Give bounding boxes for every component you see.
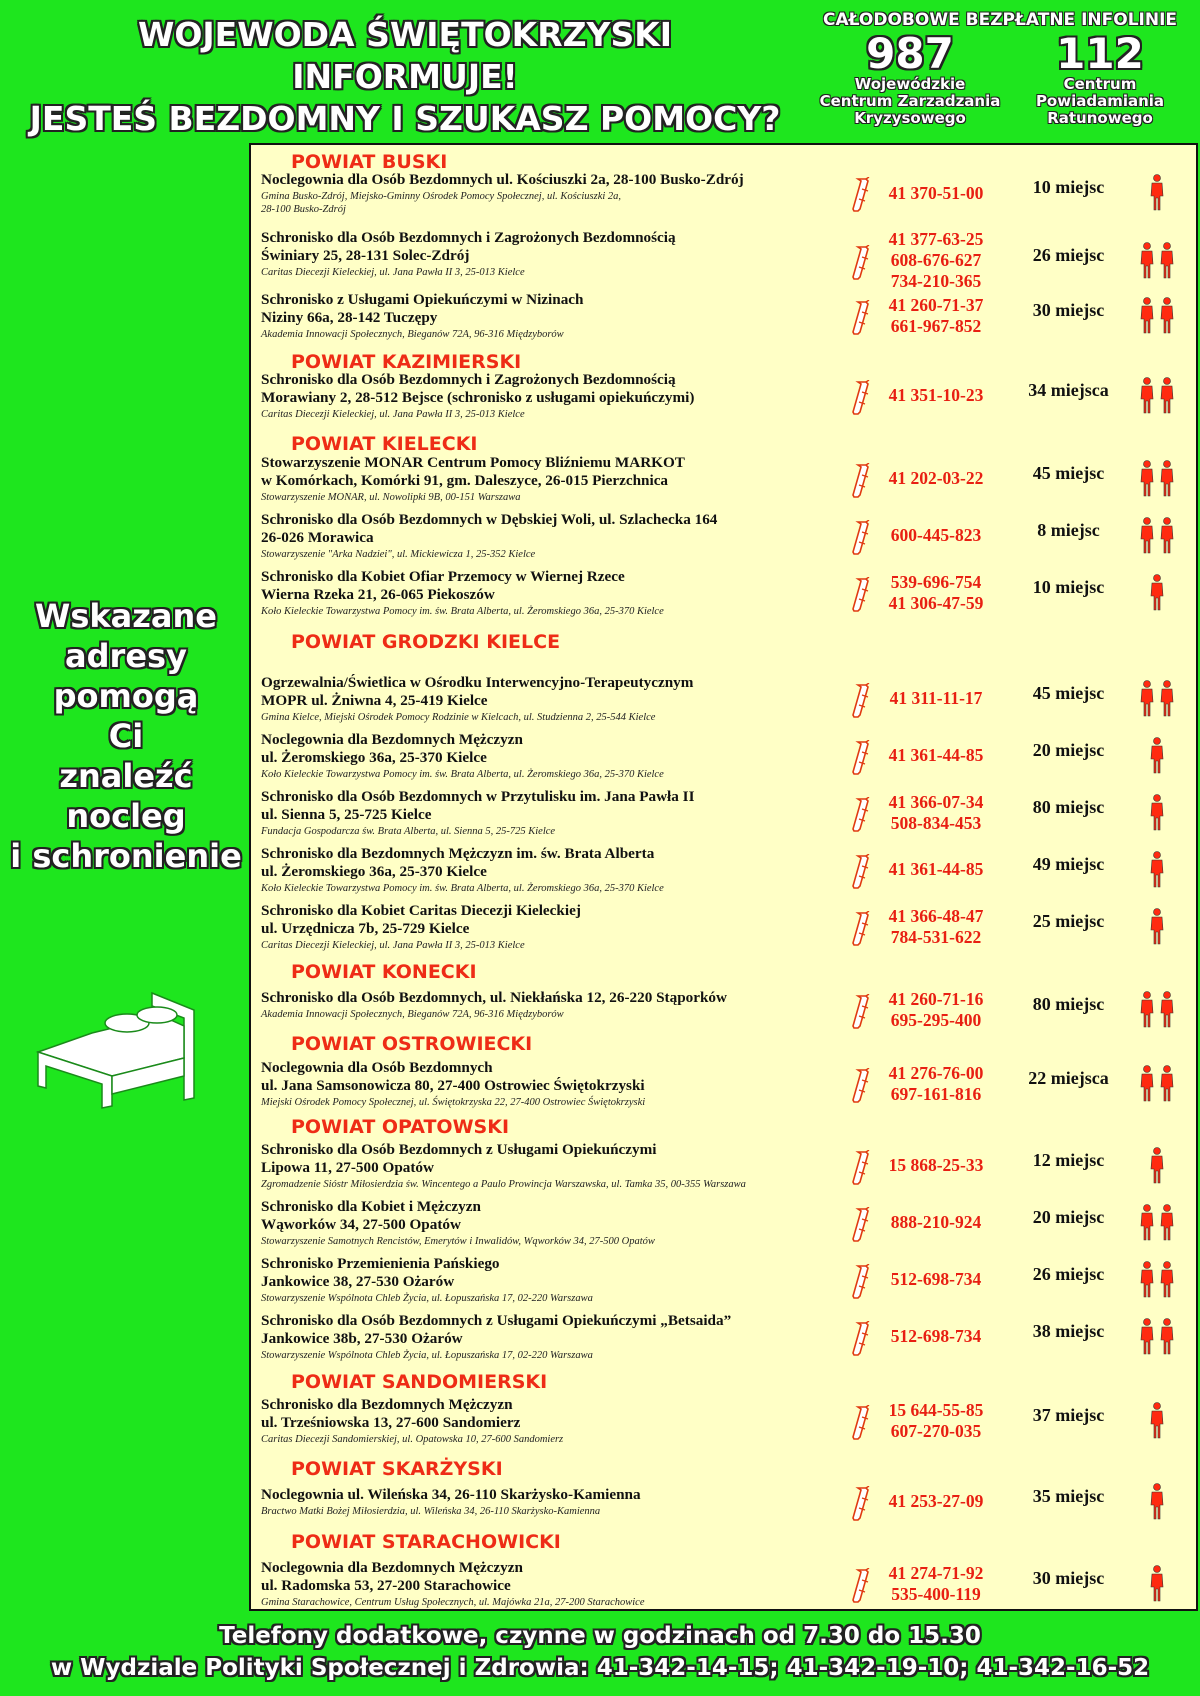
shelter-capacity: 20 miejsc (1032, 1206, 1105, 1227)
hotline-112[interactable] (1000, 29, 1200, 127)
phone-icon (852, 1068, 876, 1104)
shelter-name: Schronisko dla Kobiet i Mężczyzn (261, 1198, 481, 1215)
district-heading: POWIAT OPATOWSKI (291, 1116, 510, 1138)
shelter-name: Świniary 25, 28-131 Solec-Zdrój (261, 247, 470, 264)
footer-line-2: w Wydziale Polityki Społecznej i Zdrowia: 41-342-14-15; 41-342-19-10; 41-342-16-52 (50, 1655, 1150, 1681)
person-icon (1134, 794, 1184, 834)
district-heading: POWIAT KAZIMIERSKI (291, 351, 522, 373)
shelter-capacity: 80 miejsc (1032, 994, 1105, 1014)
hotline-label-line: Centrum (1063, 75, 1137, 93)
shelter-capacity: 10 miejsc (1032, 177, 1105, 197)
phone-number[interactable]: 41 260-71-37 (888, 294, 984, 315)
phone-icon (852, 1207, 876, 1243)
shelter-operator: Zgromadzenie Sióstr Miłosierdzia św. Wincentego a Paulo Prowincja Warszawska, ul. Tamka 35, 00-355 Warszawa (261, 1179, 746, 1190)
bed-icon (32, 988, 202, 1118)
hotlines-box (800, 6, 1200, 136)
shelter-operator: Fundacja Gospodarcza św. Brata Alberta, ul. Sienna 5, 25-725 Kielce (261, 826, 556, 837)
shelter-capacity: 35 miejsc (1032, 1485, 1105, 1506)
shelter-capacity: 26 miejsc (1032, 244, 1105, 265)
shelter-phones (876, 688, 996, 709)
district-heading: POWIAT SKARŻYSKI (291, 1458, 503, 1480)
shelter-phones (876, 1269, 996, 1290)
shelter-operator: Akademia Innowacji Społecznych, Bieganów 72A, 96-316 Międzyborów (261, 329, 564, 340)
shelter-name: Schronisko dla Osób Bezdomnych i Zagrożonych Bezdomnością (261, 371, 676, 388)
men-women-icon (1134, 1261, 1184, 1301)
shelter-capacity: 12 miejsc (1032, 1149, 1105, 1170)
men-women-icon (1134, 297, 1184, 337)
shelter-capacity: 8 miejsc (1037, 519, 1100, 540)
phone-number[interactable]: 784-531-622 (890, 926, 982, 947)
phone-number[interactable]: 41 351-10-23 (888, 385, 984, 405)
shelter-phones (876, 183, 996, 204)
title-line-2: INFORMUJE! (292, 57, 518, 96)
shelter-capacity: 45 miejsc (1032, 462, 1105, 483)
phone-number[interactable]: 695-295-400 (890, 1010, 982, 1030)
shelter-capacity: 10 miejsc (1032, 576, 1105, 597)
title-line-1: WOJEWODA ŚWIĘTOKRZYSKI (137, 15, 673, 54)
person-icon (1134, 574, 1184, 614)
phone-number[interactable]: 41 306-47-59 (888, 592, 984, 613)
men-women-icon (1134, 991, 1184, 1031)
person-icon (1134, 1402, 1184, 1442)
shelter-name: Schronisko dla Osób Bezdomnych w Dębskiej Woli, ul. Szlachecka 164 (261, 511, 718, 528)
shelter-phones (876, 1491, 996, 1512)
shelter-phones (876, 229, 996, 292)
phone-number[interactable]: 512-698-734 (890, 1269, 982, 1289)
hotline-label-line: Powiadamiania (1035, 92, 1165, 110)
men-women-icon (1134, 517, 1184, 557)
phone-number[interactable]: 697-161-816 (890, 1083, 982, 1104)
shelter-operator: Gmina Busko-Zdrój, Miejsko-Gminny Ośrodek Pomocy Społecznej, ul. Kościuszki 2a, (261, 191, 622, 202)
shelter-operator: Caritas Diecezji Kieleckiej, ul. Jana Pawła II 3, 25-013 Kielce (261, 409, 525, 420)
sidebar-line: Wskazane (35, 597, 217, 635)
phone-number[interactable]: 41 361-44-85 (888, 859, 984, 879)
shelter-operator: Stowarzyszenie Samotnych Rencistów, Emerytów i Inwalidów, Wąworków 34, 27-500 Opatów (261, 1236, 655, 1247)
shelter-operator: Koło Kieleckie Towarzystwa Pomocy im. św. Brata Alberta, ul. Żeromskiego 36a, 25-370 Kielce (261, 606, 664, 617)
shelter-name: ul. Sienna 5, 25-725 Kielce (261, 806, 432, 823)
page-title (20, 14, 790, 140)
phone-number[interactable]: 41 311-11-17 (889, 688, 983, 708)
shelter-operator: Stowarzyszenie "Arka Nadziei", ul. Mickiewicza 1, 25-352 Kielce (261, 549, 536, 560)
shelter-name: Schronisko dla Osób Bezdomnych w Przytulisku im. Jana Pawła II (261, 788, 695, 805)
men-women-icon (1134, 377, 1184, 417)
shelter-name: Lipowa 11, 27-500 Opatów (261, 1159, 434, 1176)
footer-note (0, 1620, 1200, 1684)
shelter-capacity: 49 miejsc (1032, 853, 1105, 874)
shelter-name: Ogrzewalnia/Świetlica w Ośrodku Interwencyjno-Terapeutycznym (261, 674, 694, 691)
shelter-name: ul. Radomska 53, 27-200 Starachowice (261, 1577, 511, 1594)
shelter-phones (876, 385, 996, 406)
shelter-name: Schronisko dla Bezdomnych Mężczyzn im. św. Brata Alberta (261, 845, 655, 862)
shelter-name: Schronisko z Usługami Opiekuńczymi w Nizinach (261, 291, 584, 308)
shelter-operator: Caritas Diecezji Kieleckiej, ul. Jana Pawła II 3, 25-013 Kielce (261, 940, 525, 951)
district-heading: POWIAT SANDOMIERSKI (291, 1371, 548, 1393)
shelter-name: 26-026 Morawica (261, 529, 374, 546)
shelter-name: ul. Żeromskiego 36a, 25-370 Kielce (261, 863, 487, 880)
hotlines-title: CAŁODOBOWE BEZPŁATNE INFOLINIE (822, 10, 1178, 30)
phone-icon (852, 463, 876, 499)
district-heading: POWIAT KONECKI (291, 961, 477, 983)
phone-icon (852, 911, 876, 947)
district-heading: POWIAT GRODZKI KIELCE (291, 631, 561, 653)
phone-number[interactable]: 41 366-48-47 (888, 905, 984, 926)
shelter-phones (876, 1155, 996, 1176)
shelter-operator: Koło Kieleckie Towarzystwa Pomocy im. św. Brata Alberta, ul. Żeromskiego 36a, 25-370 Kielce (261, 769, 664, 780)
phone-icon (852, 245, 876, 281)
person-icon (1134, 1565, 1184, 1605)
shelter-operator: Stowarzyszenie MONAR, ul. Nowolipki 9B, 00-151 Warszawa (261, 492, 521, 503)
shelter-operator: Stowarzyszenie Wspólnota Chleb Życia, ul. Łopuszańska 17, 02-220 Warszawa (261, 1293, 593, 1304)
shelter-name: Morawiany 2, 28-512 Bejsce (schronisko z usługami opiekuńczymi) (261, 389, 695, 406)
phone-icon (852, 797, 876, 833)
phone-icon (852, 177, 876, 213)
shelter-phones (876, 572, 996, 614)
phone-number[interactable]: 734-210-365 (890, 271, 982, 291)
person-icon (1134, 174, 1184, 214)
shelter-name: Schronisko dla Osób Bezdomnych i Zagrożonych Bezdomnością (261, 229, 676, 246)
hotline-number: 112 (1056, 29, 1144, 78)
phone-icon (852, 854, 876, 890)
person-icon (1134, 1147, 1184, 1187)
shelter-capacity: 38 miejsc (1032, 1320, 1105, 1341)
shelter-name: MOPR ul. Żniwna 4, 25-419 Kielce (261, 692, 488, 709)
phone-number[interactable]: 41 377-63-25 (888, 229, 984, 249)
phone-icon (852, 1486, 876, 1522)
hotline-number: 987 (866, 29, 954, 78)
shelter-operator: Caritas Diecezji Sandomierskiej, ul. Opatowska 10, 27-600 Sandomierz (261, 1434, 564, 1445)
shelter-phones (876, 792, 996, 834)
shelter-phones (876, 525, 996, 546)
sidebar-line: znaleźć (59, 757, 193, 795)
phone-icon (852, 1150, 876, 1186)
shelter-capacity: 25 miejsc (1032, 910, 1105, 931)
sidebar-line: adresy (65, 637, 187, 675)
phone-icon (852, 380, 876, 416)
phone-icon (852, 1405, 876, 1441)
men-women-icon (1134, 242, 1184, 282)
person-icon (1134, 1483, 1184, 1523)
phone-number[interactable]: 41 276-76-00 (888, 1062, 984, 1083)
men-women-icon (1134, 1204, 1184, 1244)
phone-number[interactable]: 508-834-453 (890, 812, 982, 833)
shelter-operator: Koło Kieleckie Towarzystwa Pomocy im. św. Brata Alberta, ul. Żeromskiego 36a, 25-370 Kielce (261, 883, 664, 894)
sidebar-message (8, 596, 244, 876)
phone-number[interactable]: 15 868-25-33 (888, 1155, 984, 1175)
shelter-capacity: 34 miejsca (1028, 379, 1109, 400)
hotline-label-line: Ratunowego (1047, 109, 1153, 127)
person-icon (1134, 908, 1184, 948)
phone-icon (852, 577, 876, 613)
sidebar-line: Ci (108, 717, 144, 755)
shelter-name: Noclegownia dla Osób Bezdomnych (261, 1059, 493, 1076)
phone-icon (852, 1568, 876, 1604)
title-line-3: JESTEŚ BEZDOMNY I SZUKASZ POMOCY? (29, 99, 781, 138)
shelter-capacity: 20 miejsc (1032, 739, 1105, 760)
shelter-capacity: 22 miejsca (1028, 1067, 1109, 1088)
shelter-capacity: 26 miejsc (1032, 1263, 1105, 1284)
shelter-operator: Caritas Diecezji Kieleckiej, ul. Jana Pawła II 3, 25-013 Kielce (261, 267, 525, 278)
phone-number[interactable]: 41 361-44-85 (888, 745, 984, 765)
shelter-phones (876, 906, 996, 948)
shelter-phones (876, 989, 996, 1031)
shelter-phones (876, 1326, 996, 1347)
phone-icon (852, 683, 876, 719)
men-women-icon (1134, 1318, 1184, 1358)
shelter-capacity: 30 miejsc (1032, 299, 1105, 320)
shelter-name: Schronisko dla Osób Bezdomnych, ul. Niekłańska 12, 26-220 Stąporków (261, 989, 727, 1006)
phone-icon (852, 520, 876, 556)
shelter-phones (876, 1400, 996, 1442)
person-icon (1134, 737, 1184, 777)
shelter-name: Niziny 66a, 28-142 Tuczępy (261, 309, 438, 326)
phone-number[interactable]: 607-270-035 (890, 1420, 982, 1441)
shelter-capacity: 37 miejsc (1032, 1404, 1105, 1425)
shelter-name: Noclegownia dla Bezdomnych Mężczyzn (261, 1559, 523, 1576)
hotline-label-line: Kryzysowego (854, 109, 966, 127)
shelter-phones (876, 859, 996, 880)
phone-number[interactable]: 15 644-55-85 (888, 1399, 984, 1420)
phone-number[interactable]: 41 260-71-16 (888, 989, 984, 1009)
hotline-label-line: Centrum Zarzadzania (819, 92, 1001, 110)
shelter-name: Schronisko dla Osób Bezdomnych z Usługami Opiekuńczymi „Betsaida” (261, 1312, 732, 1329)
shelter-name: Jankowice 38b, 27-530 Ożarów (261, 1330, 463, 1347)
district-heading: POWIAT KIELECKI (291, 433, 478, 455)
shelter-name: Jankowice 38, 27-530 Ożarów (261, 1273, 455, 1290)
shelter-phones (876, 295, 996, 337)
shelter-name: Schronisko dla Osób Bezdomnych z Usługami Opiekuńczymi (261, 1141, 657, 1158)
district-heading: POWIAT STARACHOWICKI (291, 1531, 561, 1553)
shelter-name: Stowarzyszenie MONAR Centrum Pomocy Bliźniemu MARKOT (261, 454, 685, 471)
phone-icon (852, 740, 876, 776)
shelter-operator: Akademia Innowacji Społecznych, Bieganów 72A, 96-316 Międzyborów (261, 1009, 564, 1020)
shelter-phones (876, 468, 996, 489)
shelter-name: ul. Trześniowska 13, 27-600 Sandomierz (261, 1414, 521, 1431)
shelter-phones (876, 745, 996, 766)
shelter-operator: Gmina Kielce, Miejski Ośrodek Pomocy Rodzinie w Kielcach, ul. Studzienna 2, 25-544 Kielce (261, 712, 656, 723)
footer-line-1: Telefony dodatkowe, czynne w godzinach od 7.30 do 15.30 (219, 1623, 981, 1649)
shelter-name: Schronisko dla Kobiet Caritas Diecezji Kieleckiej (261, 902, 581, 919)
phone-number[interactable]: 661-967-852 (890, 315, 982, 336)
men-women-icon (1134, 1065, 1184, 1105)
hotline-label-line: Wojewódzkie (854, 75, 966, 93)
phone-number[interactable]: 41 274-71-92 (888, 1562, 984, 1583)
phone-number[interactable]: 600-445-823 (890, 525, 982, 545)
shelter-phones (876, 1563, 996, 1605)
phone-icon (852, 1321, 876, 1357)
phone-icon (852, 1264, 876, 1300)
shelter-name: Wierna Rzeka 21, 26-065 Piekoszów (261, 586, 495, 603)
phone-number[interactable]: 608-676-627 (890, 250, 982, 270)
shelter-name: ul. Żeromskiego 36a, 25-370 Kielce (261, 749, 487, 766)
shelter-phones (876, 1212, 996, 1233)
hotline-987[interactable] (810, 29, 1010, 127)
shelter-operator: Stowarzyszenie Wspólnota Chleb Życia, ul. Łopuszańska 17, 02-220 Warszawa (261, 1350, 593, 1361)
person-icon (1134, 851, 1184, 891)
phone-number[interactable]: 41 202-03-22 (888, 468, 984, 488)
shelter-name: Wąworków 34, 27-500 Opatów (261, 1216, 461, 1233)
shelter-name: Noclegownia dla Bezdomnych Mężczyzn (261, 731, 523, 748)
shelter-name: Schronisko dla Bezdomnych Mężczyzn (261, 1396, 513, 1413)
phone-number[interactable]: 888-210-924 (890, 1212, 982, 1232)
sidebar-line: nocleg (66, 797, 186, 835)
shelter-name: ul. Urzędnicza 7b, 25-729 Kielce (261, 920, 470, 937)
shelter-name: Noclegownia dla Osób Bezdomnych ul. Kościuszki 2a, 28-100 Busko-Zdrój (261, 171, 744, 188)
district-heading: POWIAT BUSKI (291, 151, 448, 173)
men-women-icon (1134, 460, 1184, 500)
phone-number[interactable]: 41 253-27-09 (888, 1491, 984, 1511)
shelter-capacity: 30 miejsc (1032, 1567, 1105, 1588)
shelter-name: w Komórkach, Komórki 91, gm. Daleszyce, 26-015 Pierzchnica (261, 472, 669, 489)
shelter-name: ul. Jana Samsonowicza 80, 27-400 Ostrowiec Świętokrzyski (261, 1077, 645, 1094)
sidebar-line: i schronienie (10, 837, 242, 875)
shelter-capacity: 45 miejsc (1032, 682, 1105, 703)
sidebar-line: pomogą (53, 677, 199, 715)
phone-number[interactable]: 512-698-734 (890, 1326, 982, 1346)
phone-number[interactable]: 539-696-754 (890, 571, 982, 592)
men-women-icon (1134, 680, 1184, 720)
shelter-operator: 28-100 Busko-Zdrój (261, 204, 346, 215)
shelter-phones (876, 1063, 996, 1105)
phone-icon (852, 300, 876, 336)
shelter-operator: Miejski Ośrodek Pomocy Społecznej, ul. Świętokrzyska 22, 27-400 Ostrowiec Świętokrzyski (261, 1097, 646, 1108)
phone-number[interactable]: 41 370-51-00 (888, 182, 984, 203)
shelter-list-panel (249, 143, 1198, 1611)
shelter-capacity: 80 miejsc (1032, 796, 1105, 817)
shelter-operator: Gmina Starachowice, Centrum Usług Społecznych, ul. Majówka 21a, 27-200 Starachowice (261, 1597, 645, 1608)
shelter-operator: Bractwo Matki Bożej Miłosierdzia, ul. Wileńska 34, 26-110 Skarżysko-Kamienna (261, 1506, 601, 1517)
shelter-name: Schronisko Przemienienia Pańskiego (261, 1255, 500, 1272)
shelter-name: Schronisko dla Kobiet Ofiar Przemocy w Wiernej Rzece (261, 568, 625, 585)
district-heading: POWIAT OSTROWIECKI (291, 1033, 533, 1055)
phone-number[interactable]: 535-400-119 (891, 1583, 981, 1604)
phone-number[interactable]: 41 366-07-34 (888, 791, 984, 812)
phone-icon (852, 994, 876, 1030)
shelter-name: Noclegownia ul. Wileńska 34, 26-110 Skarżysko-Kamienna (261, 1486, 641, 1503)
